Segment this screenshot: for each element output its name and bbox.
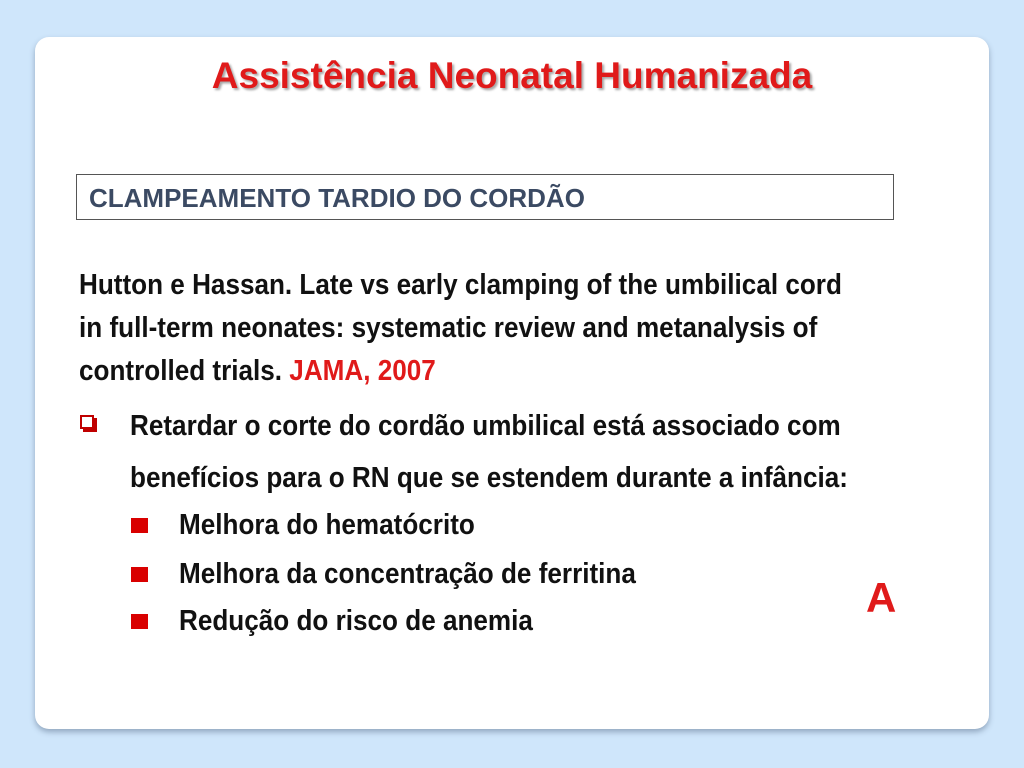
citation — [79, 264, 889, 393]
slide-title: Assistência Neonatal Humanizada — [211, 55, 813, 96]
subtitle-box: CLAMPEAMENTO TARDIO DO CORDÃO — [76, 174, 894, 220]
citation-line — [79, 350, 889, 393]
square-bullet-icon — [131, 567, 148, 582]
evidence-grade: A — [866, 574, 897, 621]
square-bullet-icon — [131, 518, 148, 533]
citation-line: in full-term neonates: systematic review and metanalysis of — [79, 312, 818, 344]
square-bullet-icon — [131, 614, 148, 629]
citation-line-text: controlled trials. — [79, 355, 290, 387]
sub-bullet-item — [131, 505, 831, 545]
main-bullet-line: benefícios para o RN que se estendem durante a infância: — [130, 462, 848, 494]
sub-bullet-text: Melhora da concentração de ferritina — [179, 558, 636, 590]
sub-bullet-text: Melhora do hematócrito — [179, 509, 475, 541]
citation-line: Hutton e Hassan. Late vs early clamping of the umbilical cord — [79, 269, 842, 301]
main-bullet-line: Retardar o corte do cordão umbilical está associado com — [130, 410, 841, 442]
citation-journal: JAMA, 2007 — [289, 355, 436, 387]
sub-bullet-item — [131, 601, 831, 641]
main-bullet-text — [130, 400, 958, 504]
sub-bullet-text: Redução do risco de anemia — [179, 605, 533, 637]
sub-bullet-item — [131, 554, 831, 594]
checkbox-icon — [80, 415, 94, 429]
